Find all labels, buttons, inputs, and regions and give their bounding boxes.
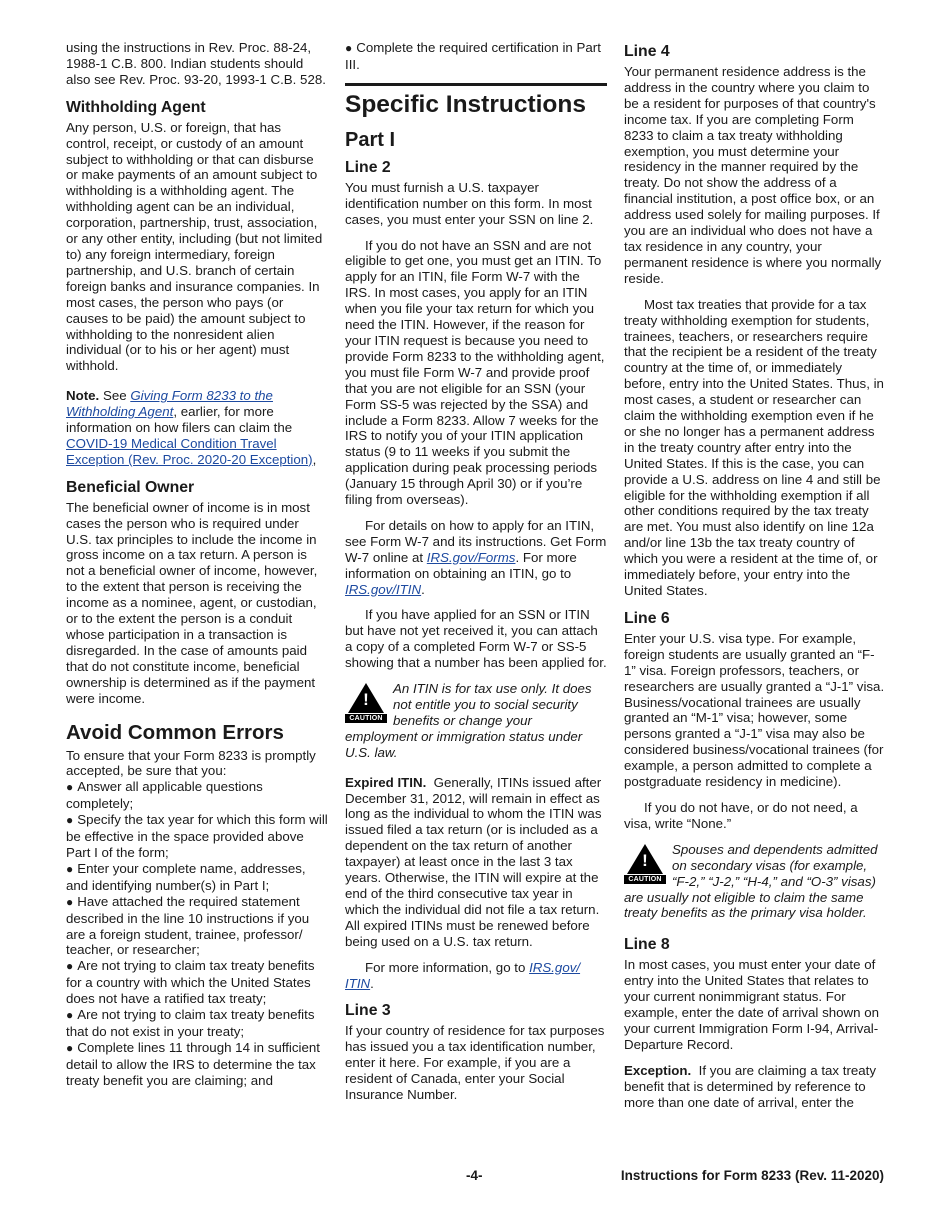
caution-note xyxy=(345,681,607,761)
beneficial-owner-text: The beneficial owner of income is in most cases the person who is required under U.S. tax principles to include the income in gross income on a tax return. A person is not a beneficial owner of income, however, to the extent that person is receiving the income as a nominee, agent, or custodian, or to the extent the person is a conduit whose participation in a transaction is disregarded. In the case of amounts paid that do not constitute income, beneficial ownership is determined as if the payment were income. xyxy=(66,499,318,706)
irs-itin-link[interactable]: IRS.gov/ITIN xyxy=(345,581,422,597)
bullet-icon: ● xyxy=(66,1040,74,1055)
note-paragraph xyxy=(66,388,328,468)
irs-itin-link-2[interactable]: IRS.gov/ ITIN xyxy=(345,959,581,991)
bullet-icon: ● xyxy=(66,813,74,828)
note-end: , xyxy=(312,451,317,467)
page-number: -4- xyxy=(466,1168,483,1183)
caution-text: An ITIN is for tax use only. It does not entitle you to social security benefits or change your employment or immigration status under U.S. law. xyxy=(345,681,592,760)
line-2-paragraph-1: You must furnish a U.S. taxpayer identification number on this form. In most cases, you must enter your SSN on line 2. xyxy=(345,179,594,227)
column-3 xyxy=(624,40,886,1120)
line-4-paragraph-2: Most tax treaties that provide for a tax treaty withholding exemption for students, trainees, teachers, or researchers require that the recipient be a resident of the treaty country at the time of, or immediately before, entry into the United States. Thus, in most cases, a student or researcher can claim the withholding exemption even if he or she no longer has a permanent address in the treaty country after entry into the United States. If this is the case, you can provide a U.S. address on line 4 and still be eligible for the withholding exemption if all other conditions required by the tax treaty are met. You must also identify on line 12a and/or line 13b the tax treaty country of which you were a resident at the time of, or immediately before, your entry into the United States. xyxy=(624,296,884,598)
caution-text: Spouses and dependents admitted on secondary visas (for example, “F-2,” “J-2,” “H-4,” and “O-3” visas) are usually not eligible to claim the same treaty benefits as the primary visa holder. xyxy=(624,841,878,921)
avoid-errors-intro: To ensure that your Form 8233 is promptly accepted, be sure that you: xyxy=(66,747,316,779)
list-item: ● Complete the required certification in Part III. xyxy=(345,40,601,72)
line-2-paragraph-2: If you do not have an SSN and are not eligible to get one, you must get an ITIN. To apply for an ITIN, file Form W-7 with the IRS. In most cases, you apply for an ITIN when you file your tax return for which you need the ITIN. However, if the reason for your ITIN request is because you need to provide Form 8233 to the withholding agent, you must file Form W-7 and provide proof that you are not eligible for an SSN (your Form SS-5 was rejected by the SSA) and include a Form 8233. Allow 7 weeks for the IRS to notify you of your ITIN application status (9 to 11 weeks if you submit the application during peak processing periods (January 15 through April 30) or if you’re filing from overseas). xyxy=(345,237,605,508)
footer-title: Instructions for Form 8233 (Rev. 11-2020) xyxy=(620,1168,884,1183)
line-6-heading: Line 6 xyxy=(624,609,670,627)
bullet-icon: ● xyxy=(345,41,353,55)
bullet-icon: ● xyxy=(66,1008,74,1023)
bullet-icon: ● xyxy=(66,861,74,876)
line-3-text: If your country of residence for tax purposes has issued you a tax identification number, enter it here. For example, if you are a resident of Canada, enter your Social Insurance Number. xyxy=(345,1023,605,1103)
line-2-paragraph-3: For details on how to apply for an ITIN, see Form W-7 and its instructions. Get Form W-7 online at IRS.gov/Forms. For more information on obtaining an ITIN, go to IRS.gov/ITIN. xyxy=(345,517,607,597)
line-6-paragraph-2: If you do not have, or do not need, a visa, write “None.” xyxy=(624,799,858,831)
giving-form-link[interactable]: Giving Form 8233 to the Withholding Agent xyxy=(66,388,273,420)
withholding-agent-text: Any person, U.S. or foreign, that has control, receipt, or custody of an amount subject to withholding or that can disburse or make payments of an amount subject to withholding is a withholding agent. The withholding agent can be an individual, corporation, partnership, trust, association, or any other entity, including (but not limited to) any foreign intermediary, foreign partnership, and U.S. branch of certain foreign banks and insurance companies. In most cases, the person who pays (or causes to be paid) the amount subject to withholding to the nonresident alien individual (or to his or her agent) must withhold. xyxy=(66,119,323,374)
note-see: See xyxy=(99,388,131,404)
specific-instructions-heading: Specific Instructions xyxy=(345,83,607,120)
line-3-heading: Line 3 xyxy=(345,1002,391,1020)
list-item: ● Are not trying to claim tax treaty benefits for a country with which the United States does not have a ratified tax treaty; xyxy=(66,958,315,1007)
irs-forms-link[interactable]: IRS.gov/Forms xyxy=(426,549,516,565)
exception-paragraph: Exception. If you are claiming a tax treaty benefit that is determined by reference to more than one date of arrival, enter the xyxy=(624,1062,877,1110)
list-item: ● Answer all applicable questions completely; xyxy=(66,779,263,812)
exception-label: Exception. xyxy=(624,1062,692,1078)
caution-icon: ! CAUTION xyxy=(624,844,666,884)
beneficial-owner-heading: Beneficial Owner xyxy=(66,478,195,496)
intro-text: using the instructions in Rev. Proc. 88-24, 1988-1 C.B. 800. Indian students should also see Rev. Proc. 93-20, 1993-1 C.B. 528. xyxy=(66,40,326,87)
line-8-paragraph: In most cases, you must enter your date of entry into the United States that relates to your current nonimmigrant status. For example, enter the date of arrival shown on your current Immigration Form I-94, Arrival-Departure Record. xyxy=(624,957,880,1052)
list-item: ● Enter your complete name, addresses, and identifying number(s) in Part I; xyxy=(66,860,306,893)
page-footer xyxy=(0,1168,950,1188)
note-label: Note. xyxy=(66,388,100,404)
avoid-errors-heading: Avoid Common Errors xyxy=(66,720,284,744)
line-6-paragraph-1: Enter your U.S. visa type. For example, foreign students are usually granted an “F-1” visa. Foreign professors, teachers, or researchers are usually granted a “J-1” visa. Business/vocational trainees are usually granted an “M-1” visa; however, some persons granted a “J-1” visa may also be considered business/vocational trainees (for example, a person admitted to complete a postgraduate residency in medicine). xyxy=(624,630,885,790)
line-4-heading: Line 4 xyxy=(624,43,670,60)
more-info-paragraph: For more information, go to IRS.gov/ ITIN. xyxy=(345,959,581,991)
list-item: ● Complete lines 11 through 14 in sufficient detail to allow the IRS to determine the tax treaty benefit you are claiming; and xyxy=(66,1039,320,1088)
line-4-paragraph-1: Your permanent residence address is the address in the country where you claim to be a resident for purposes of that country's income tax. If you are completing Form 8233 to claim a tax treaty withholding exemption, you must determine your residency in the manner required by the treaty. Do not show the address of a financial institution, a post office box, or an address used solely for mailing purposes. If you are an individual who does not have a tax residence in any country, your permanent residence is where you normally reside. xyxy=(624,64,882,286)
list-item: ● Have attached the required statement described in the line 10 instructions if you are a foreign student, trainee, professor/ teacher, or researcher; xyxy=(66,893,310,958)
line-2-paragraph-4: If you have applied for an SSN or ITIN but have not yet received it, you can attach a copy of a completed Form W-7 or SS-5 showing that a number has been applied for. xyxy=(345,607,607,671)
column-1 xyxy=(66,40,328,1089)
list-item: ● Are not trying to claim tax treaty benefits that do not exist in your treaty; xyxy=(66,1007,315,1039)
withholding-agent-heading: Withholding Agent xyxy=(66,98,206,116)
expired-itin-label: Expired ITIN. xyxy=(345,774,427,790)
caution-note xyxy=(624,842,886,922)
line-2-heading: Line 2 xyxy=(345,158,391,176)
note-mid: , earlier, for more information on how filers can claim the xyxy=(66,404,293,436)
covid-exception-link[interactable]: COVID-19 Medical Condition Travel Exception (Rev. Proc. 2020-20 Exception) xyxy=(66,435,313,467)
bullet-icon: ● xyxy=(66,780,74,795)
column-2 xyxy=(345,40,607,1113)
bullet-icon: ● xyxy=(66,959,74,974)
line-8-heading: Line 8 xyxy=(624,936,670,954)
bullet-icon: ● xyxy=(66,894,74,909)
list-item: ● Specify the tax year for which this form will be effective in the space provided above Part I of the form; xyxy=(66,812,328,860)
part-1-heading: Part I xyxy=(345,128,396,151)
caution-icon: ! CAUTION xyxy=(345,683,387,723)
expired-itin-paragraph: Expired ITIN. Generally, ITINs issued after December 31, 2012, will remain in effect as long as the individual to whom the ITIN was issued filed a tax return (or is included as a dependent on the tax return of another taxpayer) at least once in the last 3 tax years. Otherwise, the ITIN will expire at the end of the third consecutive tax year in which the individual did not file a tax return. All expired ITINs must be renewed before being used on a U.S. tax return. xyxy=(345,774,602,949)
